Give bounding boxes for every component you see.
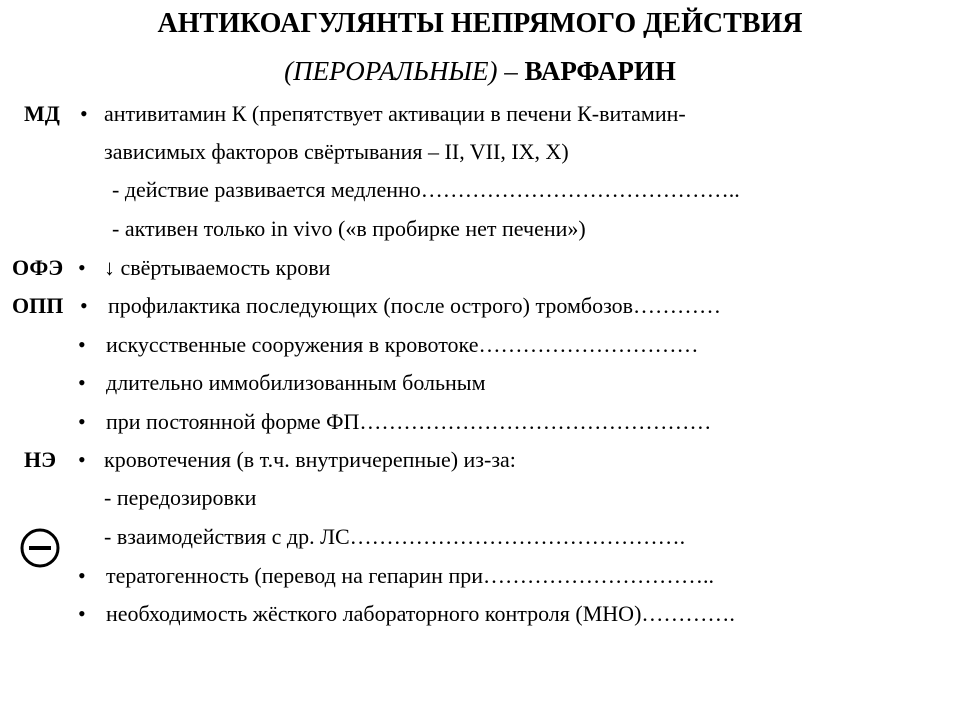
text-opp-1: профилактика последующих (после острого) тромбозов………… (108, 293, 722, 318)
bullet: • (78, 447, 86, 472)
title-subtitle: (ПЕРОРАЛЬНЫЕ) – (284, 56, 525, 86)
bullet: • (78, 409, 86, 434)
bullet: • (78, 370, 86, 395)
label-ne: НЭ (24, 447, 57, 472)
bullet: • (78, 563, 86, 588)
text-md-1: антивитамин К (препятствует активации в печени К-витамин- (104, 101, 686, 126)
bullet: • (80, 293, 88, 318)
label-opp: ОПП (12, 293, 64, 318)
text-ne-4: тератогенность (перевод на гепарин при………………………….. (106, 563, 714, 588)
bullet: • (78, 601, 86, 626)
text-ne-5: необходимость жёсткого лабораторного контроля (МНО)…………. (106, 601, 735, 626)
text-ne-1: кровотечения (в т.ч. внутричерепные) из-за: (104, 447, 516, 472)
text-ne-2: - передозировки (104, 485, 257, 510)
text-ne-3: - взаимодействия с др. ЛС………………………………………. (104, 524, 686, 549)
title-line-1: АНТИКОАГУЛЯНТЫ НЕПРЯМОГО ДЕЙСТВИЯ (157, 8, 803, 39)
text-opp-3: длительно иммобилизованным больным (106, 370, 486, 395)
bullet: • (80, 101, 88, 126)
text-md-2: зависимых факторов свёртывания – II, VII, IX, X) (104, 139, 569, 164)
minus-circle-icon (18, 526, 62, 570)
text-opp-2: искусственные сооружения в кровотоке………………………… (106, 332, 699, 357)
label-md: МД (24, 101, 60, 126)
text-md-3: - действие развивается медленно…………………………………….. (112, 177, 740, 202)
text-ofe-1: ↓ свёртываемость крови (104, 255, 331, 280)
title-line-2 (0, 51, 960, 91)
title-drug-name: ВАРФАРИН (524, 56, 676, 86)
bullet: • (78, 255, 86, 280)
text-opp-4: при постоянной форме ФП………………………………………… (106, 409, 712, 434)
bullet: • (78, 332, 86, 357)
text-md-4: - активен только in vivo («в пробирке нет печени») (112, 216, 586, 241)
label-ofe: ОФЭ (12, 255, 64, 280)
